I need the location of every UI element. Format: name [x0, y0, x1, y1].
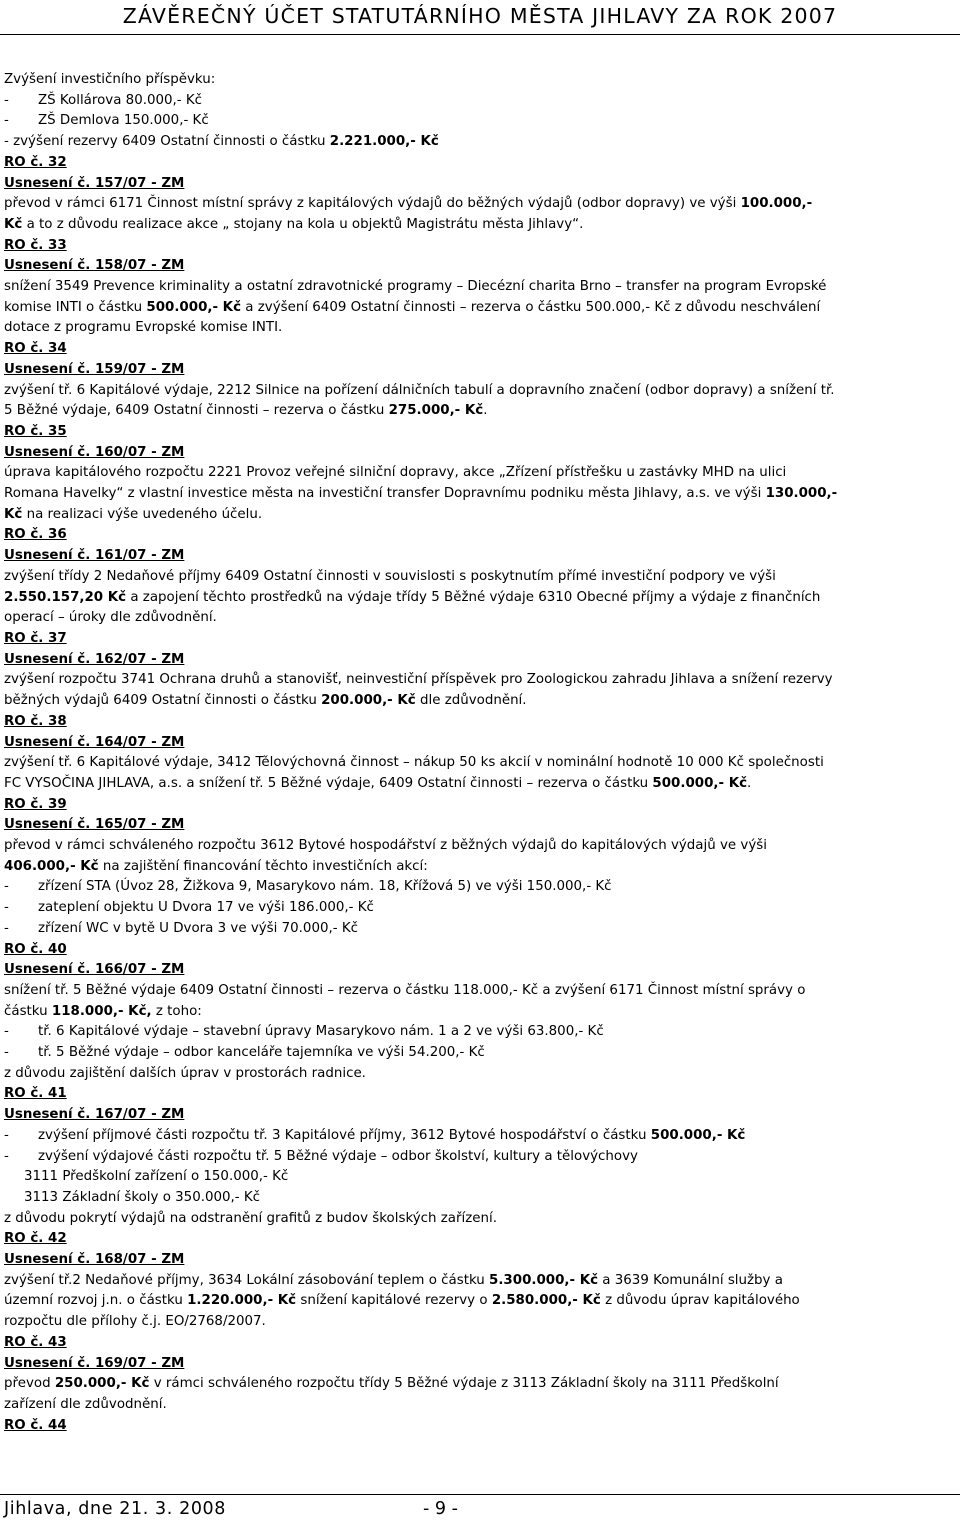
- amount-text: Kč: [4, 506, 23, 522]
- line-text: zvýšení výdajové části rozpočtu tř. 5 Běžné výdaje – odbor školství, kultury a tělovýchovy: [38, 1148, 638, 1164]
- ro-heading: [4, 712, 954, 733]
- text-segment: Romana Havelky“ z vlastní investice města na investiční transfer Dopravnímu podniku města Jihlavy, a.s. ve výši: [4, 486, 766, 502]
- line-text: Zvýšení investičního příspěvku:: [4, 72, 216, 87]
- line-text: RO č. 36: [4, 527, 67, 543]
- amount-text: 250.000,- Kč: [54, 1376, 150, 1392]
- list-bullet: -: [4, 1148, 9, 1164]
- amount-text: 130.000,-: [765, 486, 838, 502]
- line-text: z důvodu pokrytí výdajů na odstranění grafitů z budov školských zařízení.: [4, 1210, 497, 1226]
- text-segment: 5 Běžné výdaje, 6409 Ostatní činnosti – rezerva o částku: [4, 403, 389, 419]
- ro-heading: [4, 422, 954, 443]
- text-line: [4, 505, 954, 526]
- text-line: [4, 70, 954, 91]
- text-line: [4, 1002, 954, 1023]
- document-body: [4, 70, 954, 1436]
- text-segment: zvýšení příjmové části rozpočtu tř. 3 Kapitálové příjmy, 3612 Bytové hospodářství o částku: [38, 1127, 651, 1143]
- text-segment: převod v rámci 6171 Činnost místní správy z kapitálových výdajů do běžných výdajů (odbor dopravy) ve výši: [4, 196, 741, 212]
- text-segment: snížení kapitálové rezervy o: [296, 1293, 492, 1309]
- amount-text: 500.000,- Kč: [652, 775, 748, 791]
- line-text: ZŠ Kollárova 80.000,- Kč: [38, 92, 203, 108]
- ro-heading: [4, 1416, 954, 1437]
- list-bullet: -: [4, 920, 9, 936]
- ro-heading: [4, 1333, 954, 1354]
- list-bullet: -: [4, 1127, 9, 1143]
- text-line: [4, 1167, 954, 1188]
- line-text: RO č. 44: [4, 1417, 67, 1433]
- text-line: [4, 774, 954, 795]
- line-text: Usnesení č. 164/07 - ZM: [4, 734, 185, 750]
- text-segment: z důvodu úprav kapitálového: [600, 1293, 800, 1309]
- text-segment: běžných výdajů 6409 Ostatní činnosti o částku: [4, 693, 322, 709]
- line-text: zařízení dle zdůvodnění.: [4, 1397, 167, 1412]
- amount-text: 2.580.000,- Kč: [491, 1293, 601, 1309]
- line-text: Usnesení č. 168/07 - ZM: [4, 1252, 185, 1268]
- text-segment: na zajištění financování těchto investičních akcí:: [98, 858, 428, 874]
- list-item: [4, 919, 954, 940]
- text-line: [4, 753, 954, 774]
- text-line: [4, 298, 954, 319]
- amount-text: 118.000,- Kč,: [51, 1003, 152, 1019]
- line-text: RO č. 37: [4, 630, 67, 646]
- line-text: zřízení WC v bytě U Dvora 3 ve výši 70.000,- Kč: [38, 920, 358, 936]
- list-item: [4, 1126, 954, 1147]
- line-text: RO č. 42: [4, 1231, 67, 1247]
- text-line: [4, 277, 954, 298]
- amount-text: 500.000,- Kč: [146, 299, 242, 315]
- line-text: zateplení objektu U Dvora 17 ve výši 186.000,- Kč: [38, 900, 374, 916]
- text-line: [4, 1395, 954, 1416]
- ro-heading: [4, 629, 954, 650]
- line-text: RO č. 43: [4, 1334, 67, 1350]
- line-text: Usnesení č. 169/07 - ZM: [4, 1355, 185, 1371]
- resolution-heading: [4, 360, 954, 381]
- text-line: [4, 484, 954, 505]
- amount-text: 5.300.000,- Kč: [489, 1272, 599, 1288]
- footer-place-date: Jihlava, dne 21. 3. 2008: [4, 1499, 227, 1519]
- list-bullet: -: [4, 113, 9, 129]
- resolution-heading: [4, 1105, 954, 1126]
- text-line: [4, 567, 954, 588]
- text-segment: v rámci schváleného rozpočtu třídy 5 Běžné výdaje z 3113 Základní školy na 3111 Předškolní: [149, 1376, 779, 1392]
- line-text: Usnesení č. 166/07 - ZM: [4, 962, 185, 978]
- amount-text: 200.000,- Kč: [321, 693, 416, 709]
- resolution-heading: [4, 650, 954, 671]
- resolution-heading: [4, 815, 954, 836]
- text-segment: na realizaci výše uvedeného účelu.: [22, 506, 263, 522]
- ro-heading: [4, 525, 954, 546]
- resolution-heading: [4, 1354, 954, 1375]
- line-text: převod v rámci schváleného rozpočtu 3612 Bytové hospodářství z běžných výdajů do kapitálových výdajů ve výši: [4, 838, 767, 854]
- text-line: [4, 318, 954, 339]
- ro-heading: [4, 1229, 954, 1250]
- line-text: RO č. 35: [4, 423, 67, 439]
- text-line: [4, 132, 954, 153]
- text-line: [4, 463, 954, 484]
- amount-text: 100.000,-: [740, 196, 813, 212]
- text-segment: a zvýšení 6409 Ostatní činnosti – rezerva o částku 500.000,- Kč z důvodu neschválení: [241, 299, 821, 315]
- line-text: operací – úroky dle zdůvodnění.: [4, 610, 217, 626]
- resolution-heading: [4, 256, 954, 277]
- line-text: Usnesení č. 162/07 - ZM: [4, 651, 185, 667]
- ro-heading: [4, 940, 954, 961]
- text-segment: - zvýšení rezervy 6409 Ostatní činnosti o částku: [4, 134, 330, 150]
- document-title: ZÁVĚREČNÝ ÚČET STATUTÁRNÍHO MĚSTA JIHLAVY ZA ROK 2007: [122, 4, 838, 28]
- page-number: - 9 -: [423, 1499, 458, 1519]
- list-bullet: -: [4, 900, 9, 916]
- line-text: zvýšení tř. 6 Kapitálové výdaje, 3412 Tělovýchovná činnost – nákup 50 ks akcií v nominální hodnotě 10 000 Kč společnosti: [4, 755, 824, 771]
- line-text: snížení 3549 Prevence kriminality a ostatní zdravotnické programy – Diecézní charita Brno – transfer na program Evropské: [4, 279, 827, 295]
- text-line: [4, 194, 954, 215]
- text-segment: FC VYSOČINA JIHLAVA, a.s. a snížení tř. 5 Běžné výdaje, 6409 Ostatní činnosti – rezerva o částku: [4, 775, 653, 791]
- amount-text: 406.000,- Kč: [4, 858, 99, 874]
- line-text: Usnesení č. 161/07 - ZM: [4, 548, 185, 564]
- text-segment: převod: [4, 1376, 55, 1392]
- text-line: [4, 608, 954, 629]
- line-text: Usnesení č. 159/07 - ZM: [4, 361, 185, 377]
- text-segment: částku: [4, 1003, 52, 1019]
- line-text: RO č. 41: [4, 1086, 67, 1102]
- text-line: [4, 401, 954, 422]
- line-text: 3113 Základní školy o 350.000,- Kč: [24, 1189, 261, 1205]
- list-item: [4, 877, 954, 898]
- text-segment: zvýšení tř.2 Nedaňové příjmy, 3634 Lokální zásobování teplem o částku: [4, 1272, 490, 1288]
- line-text: úprava kapitálového rozpočtu 2221 Provoz veřejné silniční dopravy, akce „Zřízení přístřešku u zastávky MHD na ulici: [4, 465, 787, 481]
- header-divider: [0, 34, 960, 35]
- line-text: Usnesení č. 165/07 - ZM: [4, 817, 185, 833]
- line-text: tř. 5 Běžné výdaje – odbor kanceláře tajemníka ve výši 54.200,- Kč: [38, 1045, 485, 1061]
- resolution-heading: [4, 443, 954, 464]
- text-line: [4, 670, 954, 691]
- line-text: snížení tř. 5 Běžné výdaje 6409 Ostatní činnosti – rezerva o částku 118.000,- Kč a zvýšení 6171 Činnost místní správy o: [4, 982, 806, 998]
- line-text: dotace z programu Evropské komise INTI.: [4, 320, 283, 336]
- text-line: [4, 857, 954, 878]
- line-text: zvýšení třídy 2 Nedaňové příjmy 6409 Ostatní činnosti v souvislosti s poskytnutím přímé investiční podpory ve výši: [4, 568, 776, 584]
- list-item: [4, 91, 954, 112]
- line-text: z důvodu zajištění dalších úprav v prostorách radnice.: [4, 1065, 366, 1081]
- text-segment: komise INTI o částku: [4, 299, 147, 315]
- list-bullet: -: [4, 879, 9, 895]
- amount-text: 2.550.157,20 Kč: [4, 589, 127, 605]
- text-segment: z toho:: [151, 1003, 202, 1019]
- line-text: Usnesení č. 157/07 - ZM: [4, 175, 185, 191]
- page-header: [0, 0, 960, 34]
- list-bullet: -: [4, 1024, 9, 1040]
- line-text: RO č. 40: [4, 941, 67, 957]
- text-segment: .: [483, 403, 488, 419]
- resolution-heading: [4, 1250, 954, 1271]
- ro-heading: [4, 236, 954, 257]
- text-line: [4, 1209, 954, 1230]
- text-segment: .: [747, 775, 752, 791]
- line-text: RO č. 34: [4, 341, 67, 357]
- amount-text: Kč: [4, 216, 23, 232]
- text-line: [4, 1064, 954, 1085]
- resolution-heading: [4, 174, 954, 195]
- resolution-heading: [4, 733, 954, 754]
- ro-heading: [4, 339, 954, 360]
- amount-text: 275.000,- Kč: [388, 403, 484, 419]
- line-text: rozpočtu dle přílohy č.j. EO/2768/2007.: [4, 1314, 266, 1330]
- text-segment: a to z důvodu realizace akce „ stojany na kola u objektů Magistrátu města Jihlavy“.: [22, 216, 584, 232]
- line-text: zvýšení tř. 6 Kapitálové výdaje, 2212 Silnice na pořízení dálničních tabulí a dopravního značení (odbor dopravy) a snížení tř.: [4, 382, 835, 398]
- resolution-heading: [4, 546, 954, 567]
- text-line: [4, 981, 954, 1002]
- text-line: [4, 1291, 954, 1312]
- text-segment: územní rozvoj j.n. o částku: [4, 1293, 188, 1309]
- text-line: [4, 1188, 954, 1209]
- list-item: [4, 898, 954, 919]
- line-text: RO č. 33: [4, 237, 67, 253]
- ro-heading: [4, 1084, 954, 1105]
- list-item: [4, 1147, 954, 1168]
- line-text: RO č. 39: [4, 796, 67, 812]
- text-line: [4, 836, 954, 857]
- line-text: Usnesení č. 160/07 - ZM: [4, 444, 185, 460]
- list-item: [4, 1022, 954, 1043]
- ro-heading: [4, 153, 954, 174]
- ro-heading: [4, 795, 954, 816]
- text-line: [4, 215, 954, 236]
- line-text: RO č. 38: [4, 713, 67, 729]
- line-text: zřízení STA (Úvoz 28, Žižkova 9, Masarykovo nám. 18, Křížová 5) ve výši 150.000,- Kč: [38, 879, 612, 895]
- text-line: [4, 1312, 954, 1333]
- text-line: [4, 1374, 954, 1395]
- text-line: [4, 588, 954, 609]
- list-item: [4, 111, 954, 132]
- line-text: Usnesení č. 167/07 - ZM: [4, 1107, 185, 1123]
- amount-text: 1.220.000,- Kč: [187, 1293, 297, 1309]
- line-text: tř. 6 Kapitálové výdaje – stavební úpravy Masarykovo nám. 1 a 2 ve výši 63.800,- Kč: [38, 1024, 604, 1040]
- text-line: [4, 381, 954, 402]
- text-segment: a 3639 Komunální služby a: [598, 1272, 783, 1288]
- list-bullet: -: [4, 1045, 9, 1061]
- resolution-heading: [4, 960, 954, 981]
- footer-divider: [0, 1494, 960, 1495]
- line-text: Usnesení č. 158/07 - ZM: [4, 258, 185, 274]
- amount-text: 500.000,- Kč: [650, 1127, 746, 1143]
- line-text: zvýšení rozpočtu 3741 Ochrana druhů a stanovišť, neinvestiční příspěvek pro Zoologickou zahradu Jihlava a snížení rezervy: [4, 672, 833, 688]
- line-text: RO č. 32: [4, 154, 67, 170]
- line-text: 3111 Předškolní zařízení o 150.000,- Kč: [24, 1169, 289, 1185]
- line-text: ZŠ Demlova 150.000,- Kč: [38, 113, 209, 129]
- list-bullet: -: [4, 92, 9, 108]
- text-line: [4, 691, 954, 712]
- list-item: [4, 1043, 954, 1064]
- amount-text: 2.221.000,- Kč: [329, 134, 439, 150]
- text-segment: a zapojení těchto prostředků na výdaje třídy 5 Běžné výdaje 6310 Obecné příjmy a výdaje z finančních: [126, 589, 821, 605]
- text-segment: dle zdůvodnění.: [415, 693, 527, 709]
- text-line: [4, 1271, 954, 1292]
